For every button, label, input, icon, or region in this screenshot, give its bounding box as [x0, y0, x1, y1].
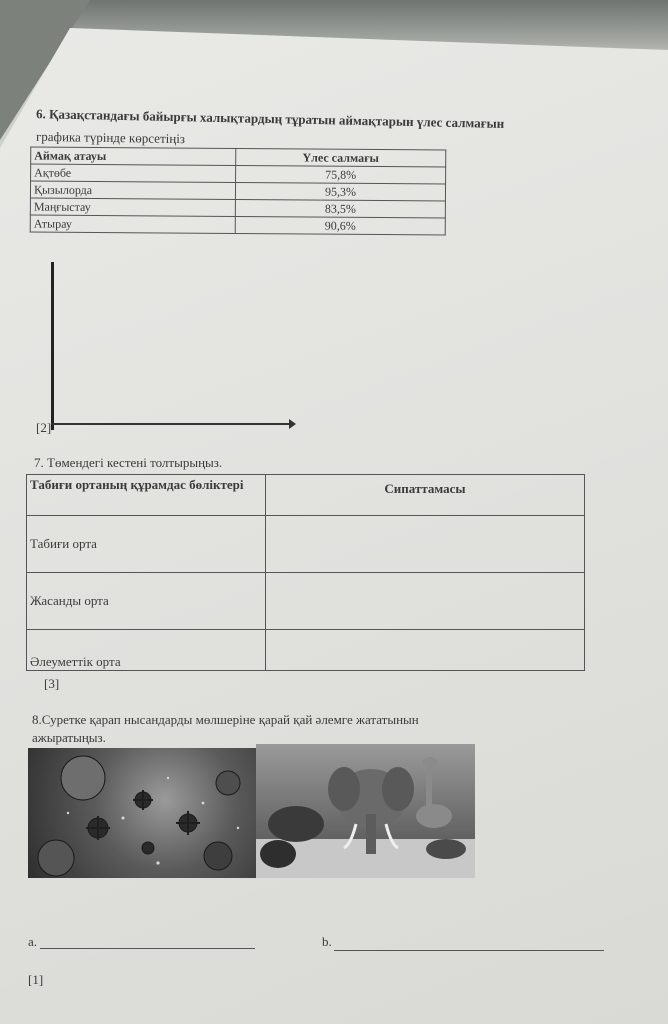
- q6-region-cell: Ақтөбе: [31, 164, 236, 182]
- q7-mark: [3]: [44, 676, 60, 691]
- graph-x-axis: [51, 423, 293, 425]
- q6-share-cell: 75,8%: [236, 165, 446, 183]
- q7-answer-cell[interactable]: [266, 573, 585, 630]
- q6-share-cell: 90,6%: [235, 216, 445, 234]
- q7-row-label: Жасанды орта: [27, 573, 266, 630]
- q8-prompt-line2: ажыратыңыз.: [32, 730, 106, 745]
- microorganisms-image: [28, 748, 256, 878]
- q8-answer-b-label: b.: [322, 934, 332, 949]
- q6-prompt-line2: графика түрінде көрсетіңіз: [35, 128, 186, 147]
- q8-answer-a-line[interactable]: [40, 948, 255, 949]
- q7-row-label: Табиғи орта: [27, 516, 266, 573]
- x-axis-arrow-icon: [289, 419, 296, 429]
- q7-table: [26, 474, 585, 671]
- q6-header-region: Аймақ атауы: [31, 147, 236, 165]
- q8-mark: [1]: [28, 972, 44, 987]
- q6-region-cell: Атырау: [30, 215, 235, 233]
- q6-region-cell: Маңғыстау: [30, 198, 235, 216]
- q8-answer-b-line[interactable]: [334, 950, 604, 951]
- virus-illustration: [28, 748, 256, 878]
- q6-share-cell: 83,5%: [235, 199, 445, 217]
- q6-region-cell: Қызылорда: [30, 181, 235, 199]
- q7-header-components: Табиғи ортаның құрамдас бөліктері: [27, 475, 266, 516]
- animals-image: [256, 744, 475, 878]
- q8-prompt-line1: 8.Суретке қарап нысандарды мөлшеріне қарай қай әлемге жататынын: [32, 712, 419, 727]
- graph-y-axis: [51, 262, 54, 430]
- q7-answer-cell[interactable]: [266, 630, 585, 671]
- q7-answer-cell[interactable]: [266, 516, 585, 573]
- q8-answer-a-label: a.: [28, 934, 38, 949]
- q6-mark: [2]: [36, 420, 52, 435]
- q6-table: [30, 147, 447, 236]
- q7-header-description: Сипаттамасы: [266, 475, 585, 516]
- q6-header-share: Үлес салмағы: [236, 148, 446, 166]
- q6-prompt-line1: 6. Қазақстандағы байырғы халықтардың тұратын аймақтарын үлес салмағын: [35, 106, 505, 131]
- q7-prompt: 7. Төмендегі кестені толтырыңыз.: [34, 455, 223, 470]
- q7-row-label: Әлеуметтік орта: [27, 630, 266, 671]
- animals-illustration: [256, 744, 475, 878]
- q6-share-cell: 95,3%: [235, 182, 445, 200]
